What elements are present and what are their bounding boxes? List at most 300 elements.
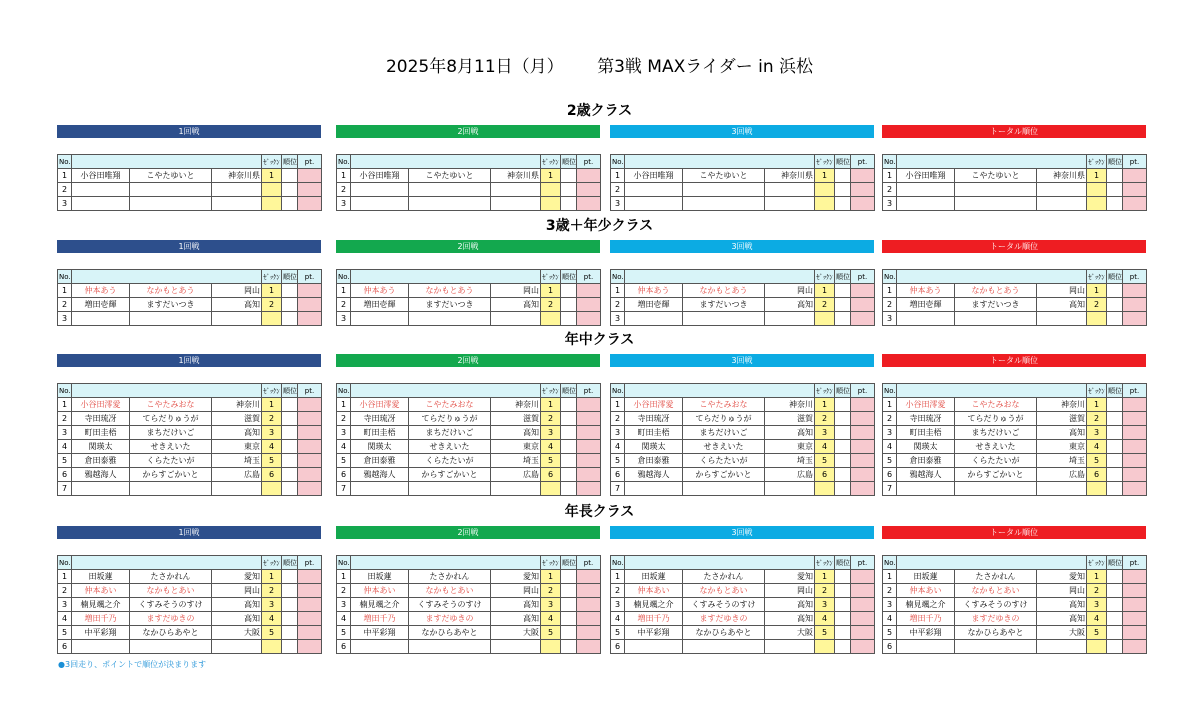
row-no: 7 [611, 482, 625, 496]
pt-cell [1123, 584, 1147, 598]
table-row [337, 398, 601, 412]
rider-name [625, 640, 683, 654]
class-title: 2歳クラス [566, 103, 633, 119]
rider-kana: こやたみおな [955, 398, 1037, 412]
row-no: 2 [883, 298, 897, 312]
row-no: 2 [337, 183, 351, 197]
rider-kana: くらたたいが [130, 454, 212, 468]
zekken-number: 1 [815, 398, 835, 412]
rider-pref: 岡山 [491, 284, 541, 298]
rank-cell [282, 284, 298, 298]
header-blank [351, 384, 541, 398]
pt-cell [298, 440, 322, 454]
event-date: 2025年8月11日（月） [385, 57, 564, 77]
table-row [337, 183, 601, 197]
pt-cell [851, 454, 875, 468]
header-no: No. [611, 270, 625, 284]
zekken-number: 6 [1087, 468, 1107, 482]
round1-table [57, 383, 322, 496]
rider-kana: こやたみおな [130, 398, 212, 412]
rank-cell [282, 626, 298, 640]
round1-bar: 1回戦 [57, 526, 321, 539]
rank-cell [1107, 640, 1123, 654]
pt-cell [851, 298, 875, 312]
pt-cell [577, 426, 601, 440]
header-pt: pt. [1123, 270, 1147, 284]
rank-cell [561, 169, 577, 183]
rank-cell [282, 570, 298, 584]
rider-pref: 神奈川県 [765, 169, 815, 183]
pt-cell [851, 440, 875, 454]
rider-kana: たさかれん [955, 570, 1037, 584]
rider-name: 田坂蓮 [897, 570, 955, 584]
header-blank [625, 556, 815, 570]
row-no: 2 [58, 412, 72, 426]
header-pt: pt. [851, 556, 875, 570]
rider-pref: 高知 [1037, 298, 1087, 312]
rider-name: 鴉越海人 [351, 468, 409, 482]
zekken-number [815, 197, 835, 211]
rank-cell [835, 626, 851, 640]
rider-name [897, 640, 955, 654]
rider-name: 関瑛太 [897, 440, 955, 454]
rider-kana [409, 640, 491, 654]
row-no: 3 [58, 426, 72, 440]
rider-name: 楠見颯之介 [625, 598, 683, 612]
pt-cell [851, 570, 875, 584]
rider-pref: 東京 [1037, 440, 1087, 454]
zekken-number [1087, 197, 1107, 211]
rank-cell [1107, 412, 1123, 426]
rank-cell [561, 454, 577, 468]
rider-pref: 神奈川 [765, 398, 815, 412]
pt-cell [851, 197, 875, 211]
rider-kana: せきえいた [683, 440, 765, 454]
table-row [883, 197, 1147, 211]
table-row [611, 454, 875, 468]
round3-table [610, 269, 875, 326]
rider-kana: ますだゆきの [409, 612, 491, 626]
row-no: 3 [337, 426, 351, 440]
rider-pref [491, 312, 541, 326]
rider-kana: からすごかいと [409, 468, 491, 482]
rider-pref [491, 183, 541, 197]
rider-name [72, 183, 130, 197]
rank-cell [835, 468, 851, 482]
rider-name: 寺田琉冴 [625, 412, 683, 426]
zekken-number: 6 [815, 468, 835, 482]
rank-cell [282, 482, 298, 496]
zekken-number: 2 [815, 298, 835, 312]
rider-pref: 滋賀 [491, 412, 541, 426]
rider-pref: 東京 [212, 440, 262, 454]
rider-kana: てらだりゅうが [409, 412, 491, 426]
total-bar: トータル順位 [882, 125, 1146, 138]
pt-cell [1123, 598, 1147, 612]
zekken-number: 2 [262, 584, 282, 598]
header-zekken: ｾﾞｯｹﾝ [815, 556, 835, 570]
header-rank: 順位 [561, 270, 577, 284]
table-row [58, 169, 322, 183]
rank-cell [561, 468, 577, 482]
header-pt: pt. [298, 155, 322, 169]
rider-name [351, 640, 409, 654]
rider-pref [765, 197, 815, 211]
header-blank [351, 155, 541, 169]
header-rank: 順位 [1107, 155, 1123, 169]
zekken-number: 2 [1087, 412, 1107, 426]
total-bar: トータル順位 [882, 526, 1146, 539]
header-no: No. [611, 556, 625, 570]
table-row [337, 440, 601, 454]
rider-pref [491, 197, 541, 211]
rider-name [72, 482, 130, 496]
rider-kana: せきえいた [955, 440, 1037, 454]
header-rank: 順位 [1107, 270, 1123, 284]
table-row [611, 183, 875, 197]
pt-cell [851, 482, 875, 496]
table-row [611, 640, 875, 654]
table-row [58, 626, 322, 640]
rank-cell [1107, 169, 1123, 183]
header-zekken: ｾﾞｯｹﾝ [541, 155, 561, 169]
header-pt: pt. [851, 155, 875, 169]
rider-name [625, 183, 683, 197]
round3-bar: 3回戦 [610, 240, 874, 253]
row-no: 1 [337, 284, 351, 298]
round2-table [336, 154, 601, 211]
row-no: 4 [58, 440, 72, 454]
header-blank [897, 270, 1087, 284]
rank-cell [835, 482, 851, 496]
rider-pref: 高知 [212, 598, 262, 612]
pt-cell [851, 312, 875, 326]
rank-cell [1107, 454, 1123, 468]
rider-name: 仲本あう [897, 284, 955, 298]
pt-cell [298, 468, 322, 482]
rank-cell [835, 598, 851, 612]
rank-cell [835, 298, 851, 312]
table-header-row [611, 270, 875, 284]
rider-name [351, 312, 409, 326]
rider-name [72, 312, 130, 326]
pt-cell [577, 284, 601, 298]
rider-name: 関瑛太 [72, 440, 130, 454]
row-no: 4 [337, 612, 351, 626]
rank-cell [282, 612, 298, 626]
rank-cell [1107, 468, 1123, 482]
rider-pref: 愛知 [212, 570, 262, 584]
table-header-row [58, 155, 322, 169]
table-row [337, 640, 601, 654]
rider-pref: 神奈川 [212, 398, 262, 412]
rider-name: 増田壱輝 [625, 298, 683, 312]
header-blank [351, 270, 541, 284]
rider-kana: まちだけいご [409, 426, 491, 440]
table-row [883, 570, 1147, 584]
rider-name: 増田千乃 [351, 612, 409, 626]
table-row [883, 612, 1147, 626]
pt-cell [577, 612, 601, 626]
table-row [611, 584, 875, 598]
rider-pref [1037, 312, 1087, 326]
pt-cell [1123, 612, 1147, 626]
row-no: 6 [58, 468, 72, 482]
header-zekken: ｾﾞｯｹﾝ [541, 270, 561, 284]
table-row [337, 197, 601, 211]
rider-name: 町田圭梧 [72, 426, 130, 440]
rider-name: 町田圭梧 [351, 426, 409, 440]
header-no: No. [58, 384, 72, 398]
class-title: 年中クラス [564, 332, 635, 348]
rank-cell [282, 598, 298, 612]
header-pt: pt. [851, 384, 875, 398]
header-no: No. [883, 270, 897, 284]
header-blank [625, 384, 815, 398]
rank-cell [282, 183, 298, 197]
header-rank: 順位 [1107, 384, 1123, 398]
rider-name: 中平彩翔 [897, 626, 955, 640]
rider-name: 田坂蓮 [625, 570, 683, 584]
zekken-number [262, 640, 282, 654]
rank-cell [282, 398, 298, 412]
zekken-number: 1 [262, 398, 282, 412]
row-no: 1 [611, 398, 625, 412]
table-row [337, 570, 601, 584]
header-no: No. [611, 384, 625, 398]
table-row [883, 298, 1147, 312]
rider-pref: 東京 [491, 440, 541, 454]
rider-pref: 大阪 [765, 626, 815, 640]
row-no: 5 [337, 626, 351, 640]
rank-cell [282, 454, 298, 468]
rider-kana [409, 482, 491, 496]
zekken-number: 4 [541, 440, 561, 454]
row-no: 2 [58, 183, 72, 197]
rider-kana: くらたたいが [409, 454, 491, 468]
rider-pref: 高知 [1037, 598, 1087, 612]
rank-cell [561, 412, 577, 426]
table-row [883, 598, 1147, 612]
rank-cell [1107, 626, 1123, 640]
rider-pref: 広島 [212, 468, 262, 482]
rank-cell [835, 169, 851, 183]
table-row [883, 284, 1147, 298]
row-no: 5 [58, 454, 72, 468]
rank-cell [282, 197, 298, 211]
pt-cell [298, 412, 322, 426]
rider-pref: 神奈川県 [491, 169, 541, 183]
table-row [337, 412, 601, 426]
pt-cell [851, 426, 875, 440]
round2-bar: 2回戦 [336, 526, 600, 539]
zekken-number: 1 [262, 169, 282, 183]
pt-cell [1123, 468, 1147, 482]
rider-kana: まちだけいご [683, 426, 765, 440]
table-row [58, 640, 322, 654]
round1-table [57, 154, 322, 211]
header-pt: pt. [577, 270, 601, 284]
table-row [611, 626, 875, 640]
rank-cell [282, 426, 298, 440]
rider-name: 増田千乃 [897, 612, 955, 626]
row-no: 3 [337, 598, 351, 612]
row-no: 4 [58, 612, 72, 626]
header-pt: pt. [298, 270, 322, 284]
rider-pref: 岡山 [1037, 584, 1087, 598]
header-rank: 順位 [282, 384, 298, 398]
rider-name: 田坂蓮 [351, 570, 409, 584]
round1-table [57, 555, 322, 654]
rider-pref [765, 312, 815, 326]
pt-cell [851, 412, 875, 426]
row-no: 3 [337, 197, 351, 211]
pt-cell [1123, 169, 1147, 183]
rider-kana: ますだゆきの [955, 612, 1037, 626]
rider-kana [130, 312, 212, 326]
row-no: 2 [883, 412, 897, 426]
pt-cell [1123, 482, 1147, 496]
rider-kana: なかひらあやと [409, 626, 491, 640]
header-zekken: ｾﾞｯｹﾝ [1087, 384, 1107, 398]
zekken-number: 1 [815, 169, 835, 183]
header-no: No. [337, 155, 351, 169]
rider-kana: ますだゆきの [683, 612, 765, 626]
row-no: 7 [337, 482, 351, 496]
table-row [883, 312, 1147, 326]
zekken-number: 2 [815, 412, 835, 426]
rank-cell [1107, 440, 1123, 454]
rider-kana: こやたゆいと [130, 169, 212, 183]
pt-cell [298, 298, 322, 312]
header-rank: 順位 [835, 556, 851, 570]
rider-name: 倉田泰雅 [625, 454, 683, 468]
table-header-row [611, 155, 875, 169]
rider-name: 寺田琉冴 [72, 412, 130, 426]
zekken-number [541, 197, 561, 211]
pt-cell [851, 468, 875, 482]
rank-cell [1107, 284, 1123, 298]
rider-pref: 高知 [765, 598, 815, 612]
table-row [883, 482, 1147, 496]
table-row [883, 426, 1147, 440]
zekken-number: 6 [262, 468, 282, 482]
round1-bar: 1回戦 [57, 354, 321, 367]
rider-kana: まちだけいご [955, 426, 1037, 440]
rider-kana [683, 197, 765, 211]
rider-kana: なかひらあやと [130, 626, 212, 640]
rank-cell [561, 312, 577, 326]
zekken-number: 4 [815, 612, 835, 626]
row-no: 1 [58, 570, 72, 584]
zekken-number [262, 482, 282, 496]
rider-kana: くすみそうのすけ [130, 598, 212, 612]
row-no: 7 [883, 482, 897, 496]
row-no: 1 [611, 570, 625, 584]
rider-name: 関瑛太 [351, 440, 409, 454]
table-row [337, 468, 601, 482]
table-row [883, 398, 1147, 412]
header-no: No. [337, 556, 351, 570]
rider-name: 鴉越海人 [897, 468, 955, 482]
rider-name: 中平彩翔 [625, 626, 683, 640]
rank-cell [835, 183, 851, 197]
zekken-number: 3 [815, 598, 835, 612]
row-no: 3 [883, 598, 897, 612]
header-no: No. [337, 270, 351, 284]
rank-cell [835, 284, 851, 298]
rider-pref [212, 640, 262, 654]
row-no: 5 [337, 454, 351, 468]
pt-cell [851, 640, 875, 654]
rank-cell [282, 298, 298, 312]
header-zekken: ｾﾞｯｹﾝ [815, 384, 835, 398]
rider-pref: 神奈川県 [1037, 169, 1087, 183]
table-row [337, 612, 601, 626]
zekken-number: 4 [541, 612, 561, 626]
table-row [611, 426, 875, 440]
pt-cell [1123, 454, 1147, 468]
row-no: 1 [58, 169, 72, 183]
row-no: 6 [611, 640, 625, 654]
zekken-number: 2 [541, 298, 561, 312]
table-row [337, 482, 601, 496]
zekken-number: 2 [815, 584, 835, 598]
zekken-number: 2 [262, 412, 282, 426]
header-zekken: ｾﾞｯｹﾝ [815, 155, 835, 169]
class-title: 年長クラス [564, 504, 635, 520]
pt-cell [577, 584, 601, 598]
header-zekken: ｾﾞｯｹﾝ [541, 556, 561, 570]
round2-bar: 2回戦 [336, 125, 600, 138]
rider-name: 仲本あい [625, 584, 683, 598]
pt-cell [298, 197, 322, 211]
rank-cell [561, 640, 577, 654]
header-no: No. [58, 556, 72, 570]
header-zekken: ｾﾞｯｹﾝ [1087, 155, 1107, 169]
rider-kana: こやたゆいと [683, 169, 765, 183]
header-pt: pt. [298, 384, 322, 398]
rider-pref: 大阪 [1037, 626, 1087, 640]
rank-cell [1107, 398, 1123, 412]
rider-kana: ますだいつき [130, 298, 212, 312]
rank-cell [282, 584, 298, 598]
header-blank [897, 155, 1087, 169]
row-no: 6 [611, 468, 625, 482]
rider-kana: なかもとあう [683, 284, 765, 298]
row-no: 5 [58, 626, 72, 640]
rider-kana: なかもとあい [683, 584, 765, 598]
rider-pref [1037, 640, 1087, 654]
zekken-number: 3 [1087, 426, 1107, 440]
rider-kana: こやたゆいと [409, 169, 491, 183]
row-no: 6 [337, 468, 351, 482]
pt-cell [577, 398, 601, 412]
rider-kana: たさかれん [683, 570, 765, 584]
rider-name: 中平彩翔 [72, 626, 130, 640]
zekken-number [815, 183, 835, 197]
total-table [882, 154, 1147, 211]
pt-cell [1123, 398, 1147, 412]
header-pt: pt. [298, 556, 322, 570]
pt-cell [851, 183, 875, 197]
rider-pref: 広島 [491, 468, 541, 482]
rider-pref: 大阪 [212, 626, 262, 640]
table-row [58, 412, 322, 426]
zekken-number [815, 482, 835, 496]
row-no: 4 [883, 612, 897, 626]
rider-name: 鴉越海人 [625, 468, 683, 482]
